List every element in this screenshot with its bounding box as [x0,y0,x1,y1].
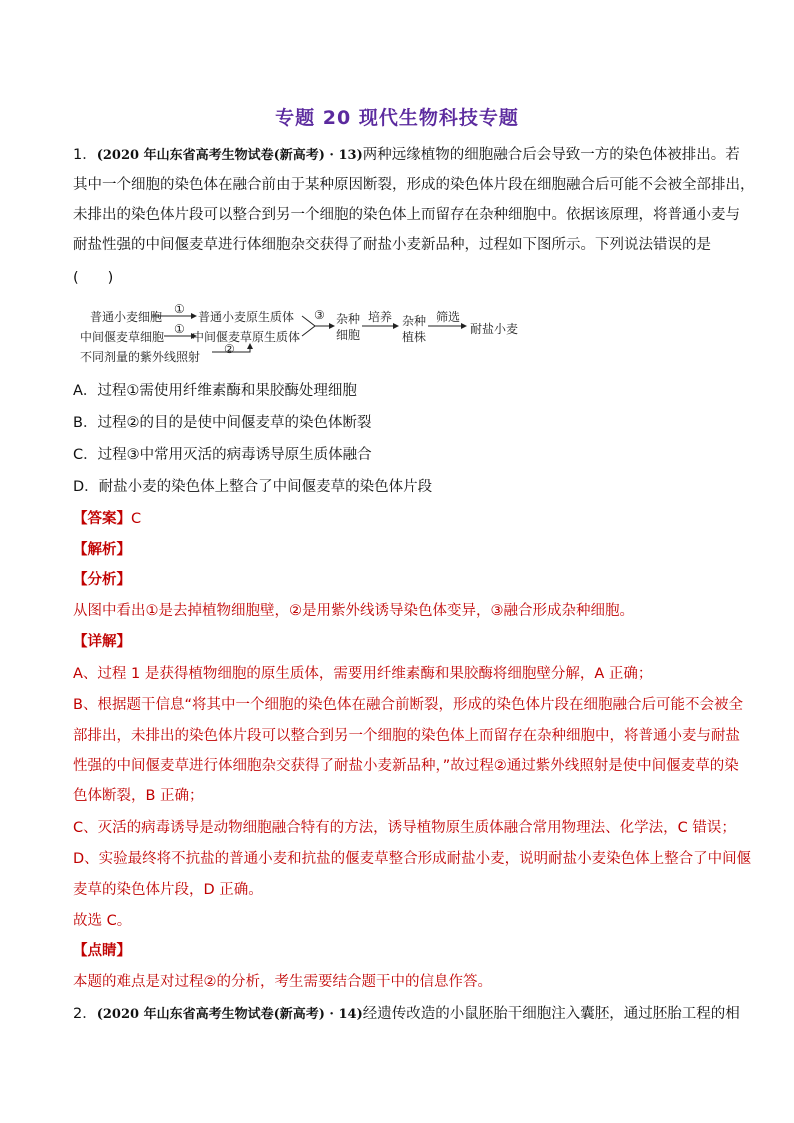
diagram-row1-step: ① [174,302,185,316]
dianjing-text: 本题的难点是对过程②的分析，考生需要结合题干中的信息作答。 [73,974,492,990]
analysis-label: 【解析】 [73,542,131,558]
diagram-hybrid-plant-2: 植株 [402,330,427,344]
detail-a: A、过程 1 是获得植物细胞的原生质体，需要用纤维素酶和果胶酶将细胞壁分解，A 正确； [73,666,653,682]
diagram-step3: ③ [314,308,325,322]
option-d: D．耐盐小麦的染色体上整合了中间偃麦草的染色体片段 [73,479,433,495]
detail-d-2: 麦草的染色体片段，D 正确。 [73,882,263,898]
diagram-screen: 筛选 [436,310,461,324]
diagram-row2-right: 中间偃麦草原生质体 [192,330,301,344]
diagram-hybrid-cell-1: 杂种 [336,312,361,326]
conclusion: 故选 C。 [73,913,132,929]
q1-stem-line-3: 未排出的染色体片段可以整合到另一个细胞的染色体上而留存在杂种细胞中。依据该原理，将普通小麦与 [73,207,740,223]
detail-b-1: B、根据题干信息“将其中一个细胞的染色体在融合前断裂，形成的染色体片段在细胞融合后可能不会被全 [73,697,743,713]
fenxi-text: 从图中看出①是去掉植物细胞壁，②是用紫外线诱导染色体变异，③融合形成杂种细胞。 [73,603,634,619]
diagram-hybrid-cell-2: 细胞 [336,328,361,342]
q1-number: 1． [73,147,97,163]
q2-source: (2020 年山东省高考生物试卷(新高考) · 14) [96,1007,363,1022]
detail-b-3: 性强的中间偃麦草进行体细胞杂交获得了耐盐小麦新品种，”故过程②通过紫外线照射是使中间偃麦草的染 [73,758,739,774]
diagram-row2-left: 中间偃麦草细胞 [80,330,165,344]
q1-stem-line-4: 耐盐性强的中间偃麦草进行体细胞杂交获得了耐盐小麦新品种，过程如下图所示。下列说法错误的是 [73,237,711,253]
detail-d-1: D、实验最终将不抗盐的普通小麦和抗盐的偃麦草整合形成耐盐小麦，说明耐盐小麦染色体上整合了中间偃 [73,851,752,867]
detail-b-4: 色体断裂，B 正确； [73,788,204,804]
page-title: 专题 20 现代生物科技专题 [275,107,519,129]
option-b: B．过程②的目的是使中间偃麦草的染色体断裂 [73,415,372,431]
q2-number: 2． [73,1006,97,1022]
q1-stem-1: 两种远缘植物的细胞融合后会导致一方的染色体被排出。若 [362,147,740,163]
q1-answer-blank: ( ) [73,270,114,286]
diagram-hybrid-plant-1: 杂种 [402,314,427,328]
diagram-row3-step: ② [224,342,235,356]
answer-value: C [131,511,142,527]
answer-label: 【答案】 [73,511,131,527]
detail-label: 【详解】 [73,634,131,650]
diagram-row3-left: 不同剂量的紫外线照射 [80,350,201,364]
q2-stem-1: 经遗传改造的小鼠胚胎干细胞注入囊胚，通过胚胎工程的相 [362,1006,740,1022]
dianjing-label: 【点睛】 [73,943,131,959]
detail-b-2: 部排出，未排出的染色体片段可以整合到另一个细胞的染色体上而留存在杂种细胞中，将普通小麦与耐盐 [73,728,740,744]
q1-source: (2020 年山东省高考生物试卷(新高考) · 13) [96,148,363,163]
option-c: C．过程③中常用灭活的病毒诱导原生质体融合 [73,447,372,463]
diagram-row2-step: ① [174,322,185,336]
answer-line [73,509,723,529]
diagram-row1-left: 普通小麦细胞 [90,310,163,324]
diagram-culture: 培养 [368,310,393,324]
q1-stem-line-2: 其中一个细胞的染色体在融合前由于某种原因断裂，形成的染色体片段在细胞融合后可能不会被全部排出， [73,177,755,193]
option-a: A．过程①需使用纤维素酶和果胶酶处理细胞 [73,383,357,399]
diagram-result: 耐盐小麦 [470,322,519,336]
fenxi-label: 【分析】 [73,572,131,588]
q1-stem-line-1 [73,145,740,166]
diagram-row1-right: 普通小麦原生质体 [198,310,295,324]
process-diagram [80,300,540,370]
detail-c: C、灭活的病毒诱导是动物细胞融合特有的方法，诱导植物原生质体融合常用物理法、化学法，C 错误； [73,820,736,836]
q2-stem-line-1 [73,1004,740,1025]
